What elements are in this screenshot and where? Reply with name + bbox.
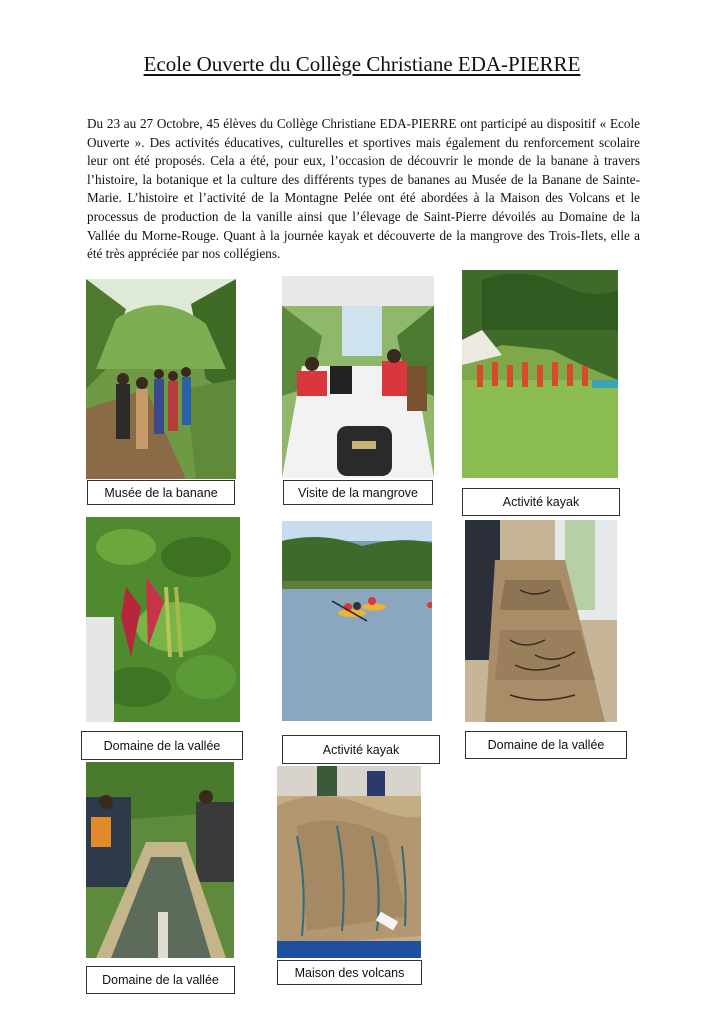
photo-volcano-model [277, 766, 421, 958]
photo-kayak-water [282, 521, 432, 721]
caption-domaine-3: Domaine de la vallée [86, 966, 235, 994]
intro-paragraph: Du 23 au 27 Octobre, 45 élèves du Collège Christiane EDA-PIERRE ont participé au dispositif « Ecole Ouverte ». Des activités éducatives, culturelles et sportives mais également du renforcement scolaire leur ont été proposés. Cela a été, pour eux, l’occasion de découvrir le monde de la banane à travers l’histoire, la botanique et la culture des différents types de bananes au Musée de la Banane de Sainte-Marie. L’histoire et l’activité de la Montagne Pelée ont été abordées à la Maison des Volcans et le processus de production de la vanille ainsi que l’élevage de Saint-Pierre dévoilés au Domaine de la Vallée du Morne-Rouge. Quant à la journée kayak et découverte de la mangrove des Trois-Ilets, elle a été très appréciée par nos collégiens. [87, 116, 640, 262]
page-title: Ecole Ouverte du Collège Christiane EDA-PIERRE [143, 52, 581, 76]
caption-banana-museum: Musée de la banane [87, 480, 235, 505]
photo-vanilla-plants [86, 517, 240, 722]
caption-domaine-1: Domaine de la vallée [81, 731, 243, 760]
photo-vanilla-drying [465, 520, 617, 722]
photo-banana-museum [86, 279, 236, 479]
caption-kayak-1: Activité kayak [462, 488, 620, 516]
caption-mangrove: Visite de la mangrove [283, 480, 433, 505]
caption-volcano: Maison des volcans [277, 960, 422, 985]
photo-water-channel [86, 762, 234, 958]
caption-kayak-2: Activité kayak [282, 735, 440, 764]
photo-mangrove-boat [282, 276, 434, 478]
photo-kayak-group [462, 270, 618, 478]
caption-domaine-2: Domaine de la vallée [465, 731, 627, 759]
